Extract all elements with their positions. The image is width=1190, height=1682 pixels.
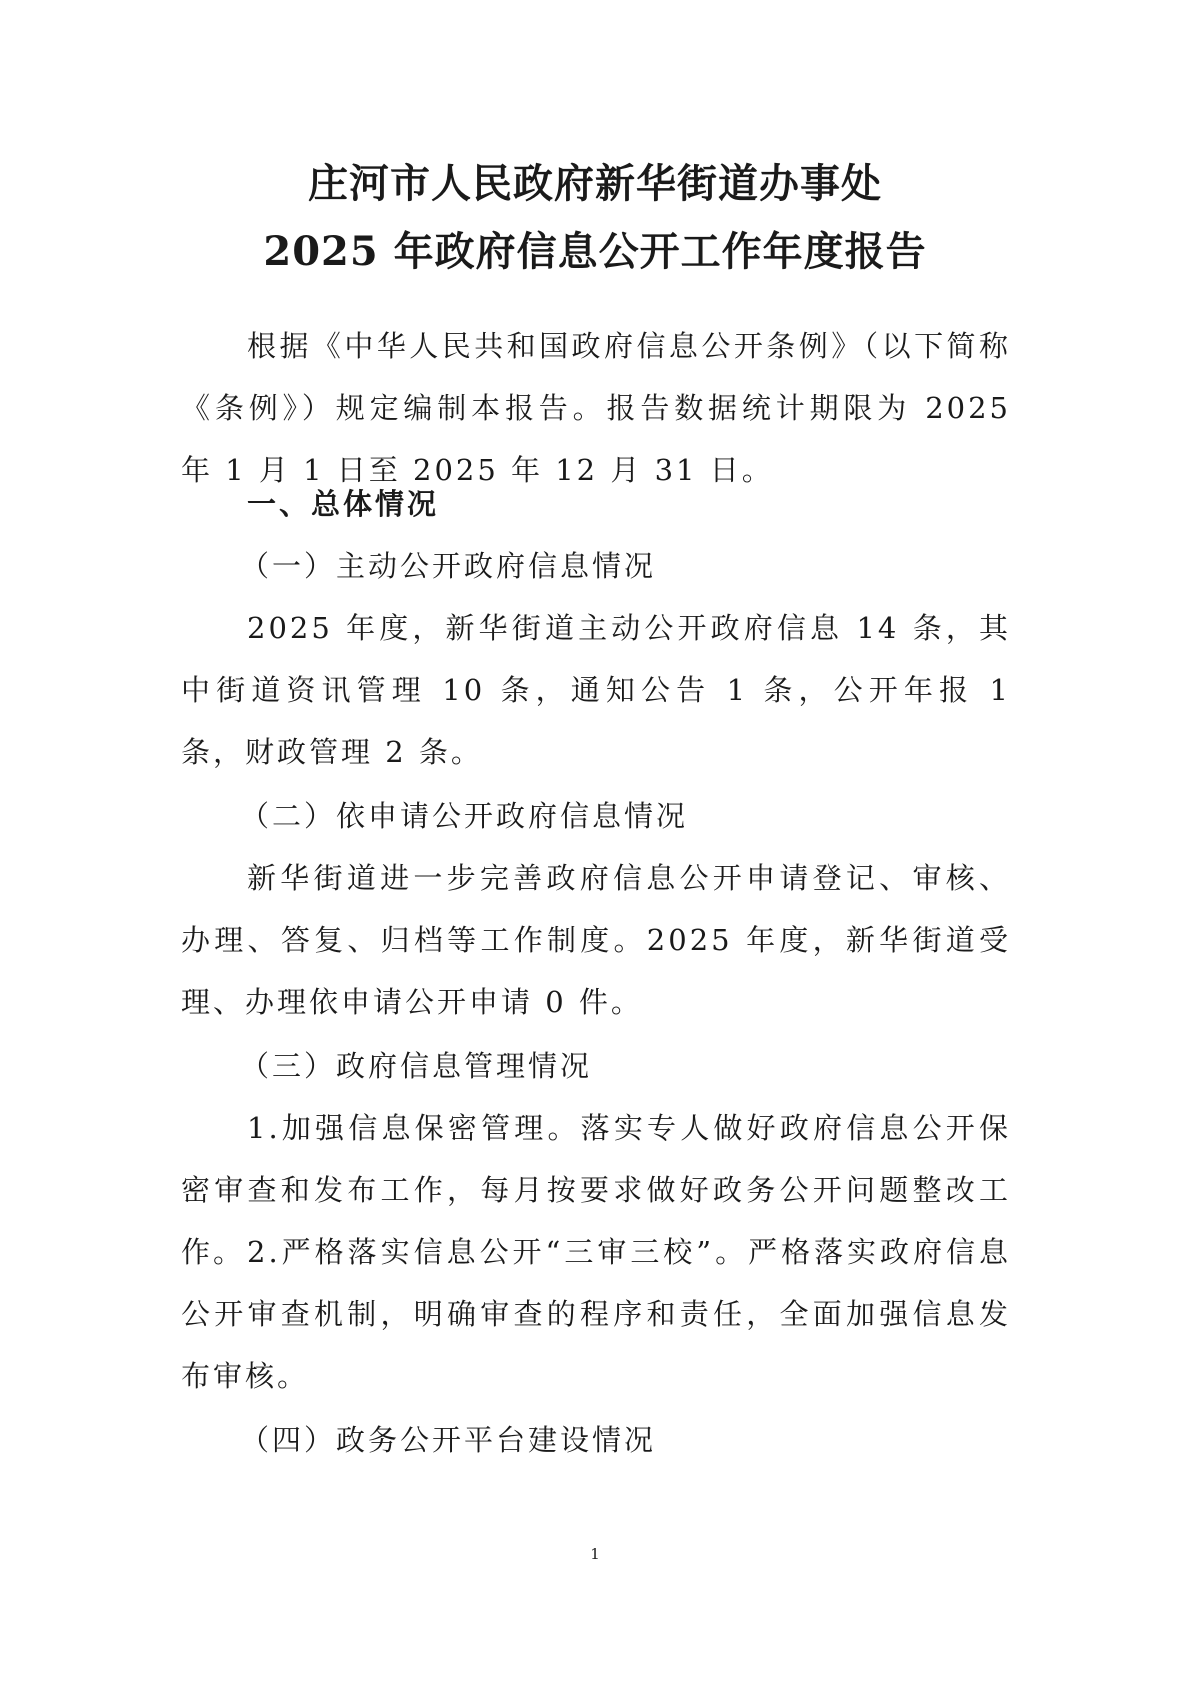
section-heading-overview: 一、总体情况	[247, 487, 440, 521]
document-title-line2: 2025 年政府信息公开工作年度报告	[263, 228, 927, 275]
document-title-line1: 庄河市人民政府新华街道办事处	[308, 160, 882, 207]
subsection-heading-platform-construction: （四）政务公开平台建设情况	[240, 1423, 657, 1457]
subsection-heading-application-disclosure: （二）依申请公开政府信息情况	[240, 799, 689, 833]
subsection-heading-proactive-disclosure: （一）主动公开政府信息情况	[240, 549, 657, 583]
application-disclosure-paragraph: 新华街道进一步完善政府信息公开申请登记、审核、办理、答复、归档等工作制度。2025 年度，新华街道受理、办理依申请公开申请 0 件。	[181, 861, 1011, 1019]
subsection-heading-information-management: （三）政府信息管理情况	[240, 1049, 593, 1083]
information-management-item-1: 1.加强信息保密管理。落实专人做好政府信息公开保密审查和发布工作，每月按要求做好政务公开问题整改工作。	[181, 1111, 1011, 1269]
intro-paragraph: 根据《中华人民共和国政府信息公开条例》（以下简称《条例》）规定编制本报告。报告数据统计期限为 2025 年 1 月 1 日至 2025 年 12 月 31 日。	[181, 329, 1011, 487]
proactive-disclosure-paragraph: 2025 年度，新华街道主动公开政府信息 14 条，其中街道资讯管理 10 条，通知公告 1 条，公开年报 1 条，财政管理 2 条。	[181, 611, 1011, 769]
information-management-item-2: 2.严格落实信息公开“三审三校”。严格落实政府信息公开审查机制，明确审查的程序和责任，全面加强信息发布审核。	[181, 1235, 1011, 1393]
page-number: 1	[590, 1545, 600, 1563]
